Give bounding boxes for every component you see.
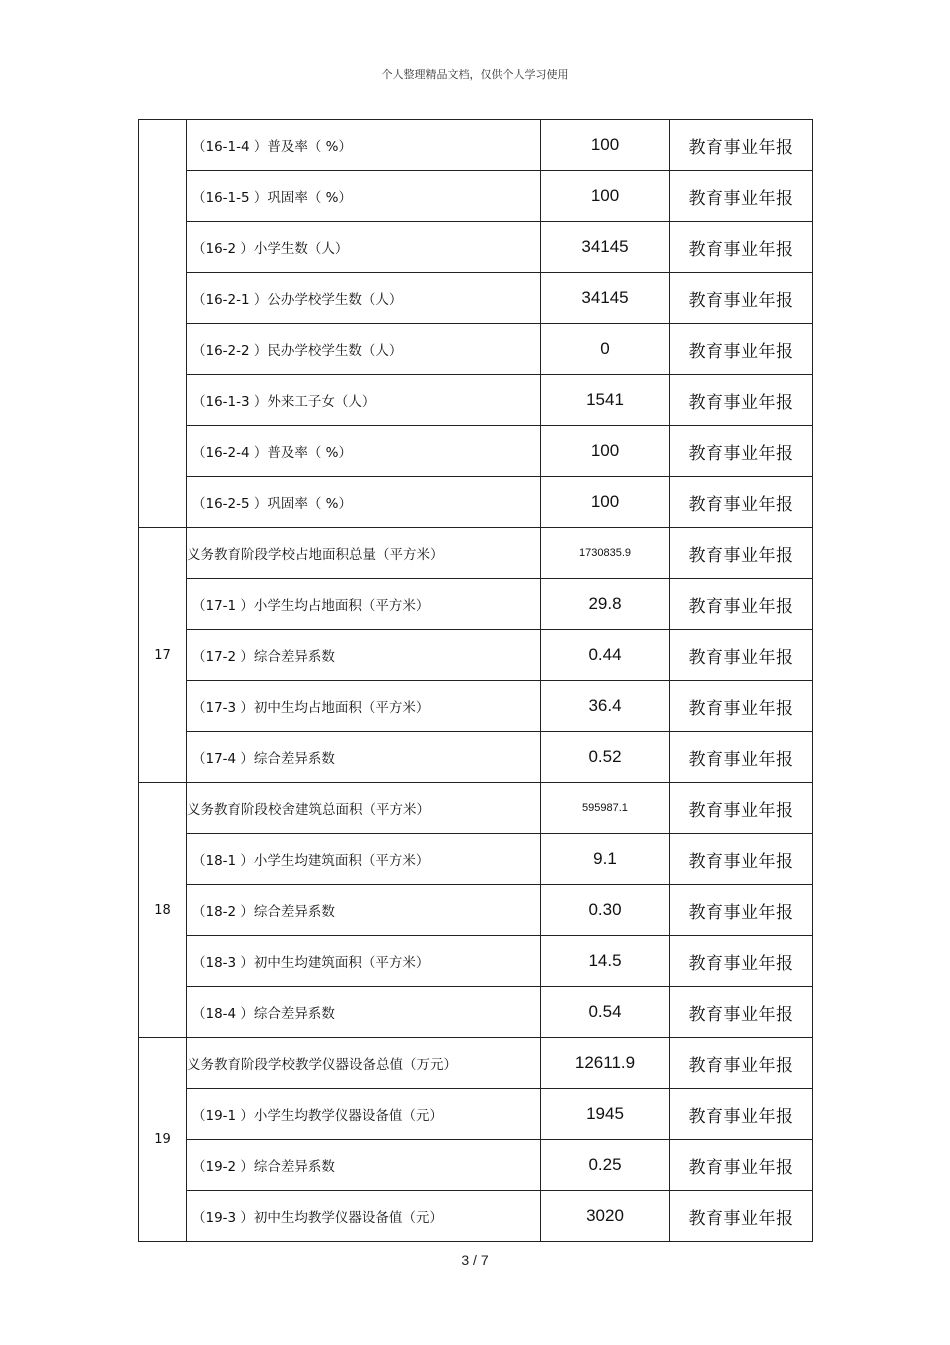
table-row [139,273,813,324]
indicator-name: （19-2 ）综合差异系数 [187,1140,541,1191]
table-row [139,936,813,987]
indicator-value: 100 [541,477,670,528]
table-row [139,579,813,630]
indicator-value: 1945 [541,1089,670,1140]
indicator-value: 1730835.9 [541,528,670,579]
indicator-name: （19-1 ）小学生均教学仪器设备值（元） [187,1089,541,1140]
indicator-value: 0.52 [541,732,670,783]
table-row [139,630,813,681]
data-source: 教育事业年报 [670,885,813,936]
table-row [139,834,813,885]
indicator-name: 义务教育阶段校舍建筑总面积（平方米） [187,783,541,834]
indicator-value: 36.4 [541,681,670,732]
data-source: 教育事业年报 [670,426,813,477]
indicator-value: 0.25 [541,1140,670,1191]
indicator-value: 14.5 [541,936,670,987]
table-row [139,1038,813,1089]
table-row [139,1191,813,1242]
data-source: 教育事业年报 [670,783,813,834]
table-row [139,987,813,1038]
data-source: 教育事业年报 [670,171,813,222]
indicator-name: （17-3 ）初中生均占地面积（平方米） [187,681,541,732]
table-row [139,1140,813,1191]
data-source: 教育事业年报 [670,936,813,987]
indicator-value: 34145 [541,273,670,324]
data-source: 教育事业年报 [670,630,813,681]
indicator-value: 1541 [541,375,670,426]
data-source: 教育事业年报 [670,732,813,783]
data-source: 教育事业年报 [670,528,813,579]
indicator-name: 义务教育阶段学校教学仪器设备总值（万元） [187,1038,541,1089]
indicator-name: （18-1 ）小学生均建筑面积（平方米） [187,834,541,885]
table-row [139,222,813,273]
indicator-value: 34145 [541,222,670,273]
indicator-value: 0.44 [541,630,670,681]
indicator-value: 12611.9 [541,1038,670,1089]
table-row [139,1089,813,1140]
page-header: 个人整理精品文档，仅供个人学习使用 [381,68,569,81]
data-source: 教育事业年报 [670,324,813,375]
indicator-value: 100 [541,171,670,222]
indicator-name: （16-2-4 ）普及率（ %） [187,426,541,477]
indicator-value: 29.8 [541,579,670,630]
table-row [139,120,813,171]
table-row [139,171,813,222]
table-row [139,885,813,936]
indicator-name: （17-2 ）综合差异系数 [187,630,541,681]
indicator-name: （18-4 ）综合差异系数 [187,987,541,1038]
page-number: 3 / 7 [461,1252,489,1268]
group-number: 17 [139,528,187,783]
indicator-value: 0.30 [541,885,670,936]
indicator-name: （17-4 ）综合差异系数 [187,732,541,783]
data-source: 教育事业年报 [670,273,813,324]
data-source: 教育事业年报 [670,834,813,885]
indicator-value: 0 [541,324,670,375]
indicator-name: （16-2-2 ）民办学校学生数（人） [187,324,541,375]
data-source: 教育事业年报 [670,375,813,426]
table-body [139,120,813,1242]
data-source: 教育事业年报 [670,1089,813,1140]
table-row [139,426,813,477]
table-row [139,681,813,732]
data-source: 教育事业年报 [670,681,813,732]
data-source: 教育事业年报 [670,222,813,273]
group-number: 19 [139,1038,187,1242]
indicator-name: （16-2-5 ）巩固率（ %） [187,477,541,528]
indicator-name: 义务教育阶段学校占地面积总量（平方米） [187,528,541,579]
group-number: 18 [139,783,187,1038]
indicator-name: （17-1 ）小学生均占地面积（平方米） [187,579,541,630]
indicator-name: （16-1-5 ）巩固率（ %） [187,171,541,222]
indicator-name: （16-2-1 ）公办学校学生数（人） [187,273,541,324]
indicator-value: 100 [541,426,670,477]
data-source: 教育事业年报 [670,120,813,171]
table-row [139,324,813,375]
indicator-value: 9.1 [541,834,670,885]
data-source: 教育事业年报 [670,477,813,528]
indicator-name: （16-1-3 ）外来工子女（人） [187,375,541,426]
indicator-name: （16-2 ）小学生数（人） [187,222,541,273]
table-row [139,783,813,834]
indicator-value: 595987.1 [541,783,670,834]
data-source: 教育事业年报 [670,1191,813,1242]
table-row [139,528,813,579]
indicator-name: （18-3 ）初中生均建筑面积（平方米） [187,936,541,987]
data-source: 教育事业年报 [670,987,813,1038]
indicator-value: 3020 [541,1191,670,1242]
data-source: 教育事业年报 [670,1140,813,1191]
indicator-name: （19-3 ）初中生均教学仪器设备值（元） [187,1191,541,1242]
table-row [139,732,813,783]
indicator-name: （16-1-4 ）普及率（ %） [187,120,541,171]
indicator-name: （18-2 ）综合差异系数 [187,885,541,936]
data-source: 教育事业年报 [670,1038,813,1089]
statistics-table [138,119,813,1242]
indicator-value: 100 [541,120,670,171]
indicator-value: 0.54 [541,987,670,1038]
table-row [139,375,813,426]
table-row [139,477,813,528]
group-number [139,120,187,528]
data-source: 教育事业年报 [670,579,813,630]
